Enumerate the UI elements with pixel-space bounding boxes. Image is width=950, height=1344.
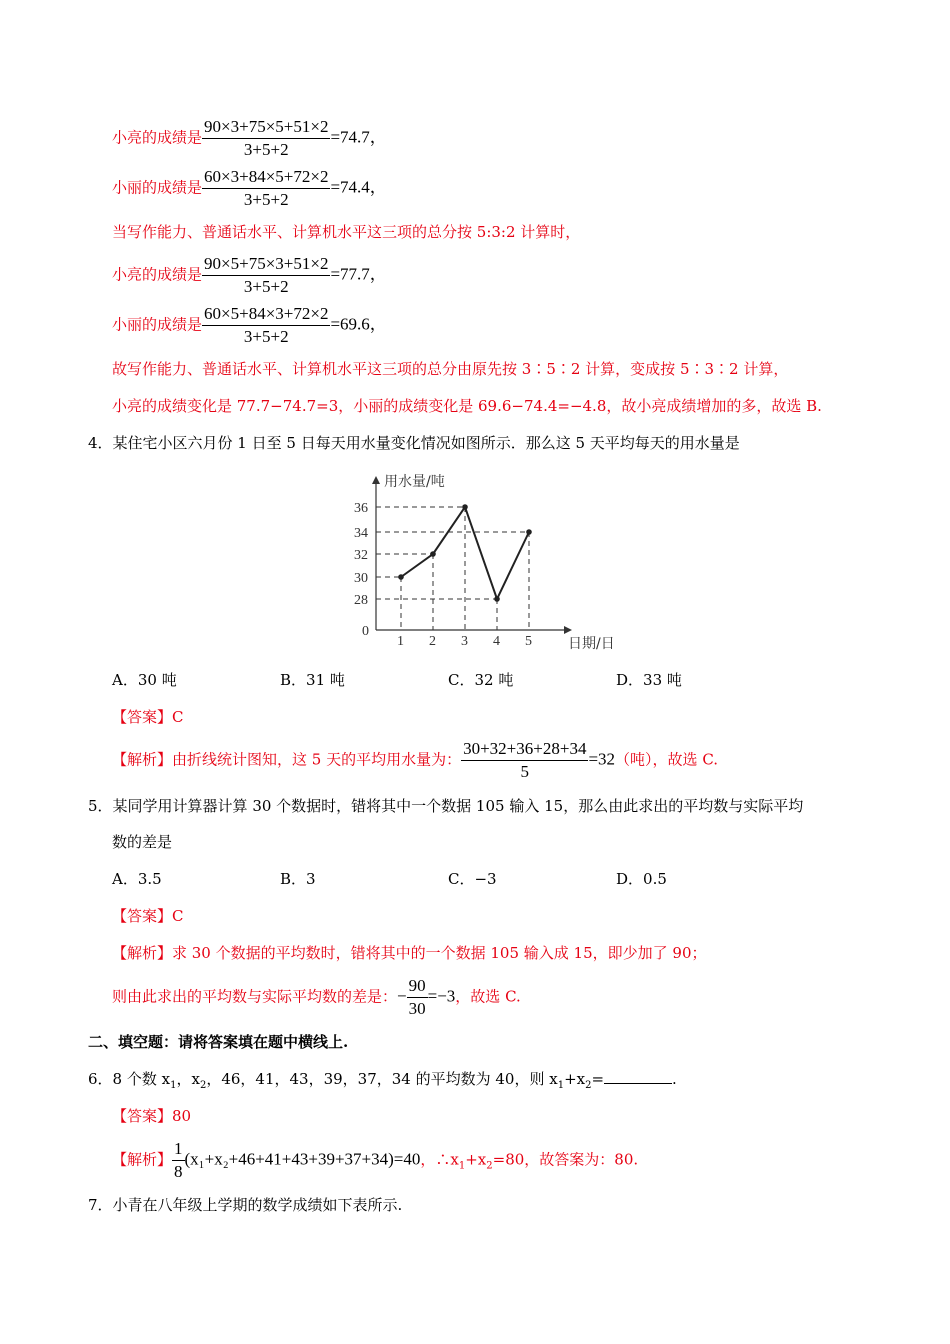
calc-label: 小丽的成绩是 (112, 315, 203, 334)
analysis-result: =32 (588, 749, 616, 769)
y-tick-label: 36 (354, 501, 368, 516)
x-tick-label: 5 (525, 634, 532, 649)
subscript: 2 (486, 1160, 493, 1172)
option-c[interactable]: C．32 吨 (448, 671, 514, 689)
answer-blank[interactable] (604, 1069, 672, 1084)
stem-text: ，x (176, 1070, 200, 1088)
fraction-denominator: 8 (174, 1162, 183, 1181)
y-tick-label: 28 (354, 593, 368, 608)
calc-line-4 (112, 253, 387, 298)
y-tick-label: 34 (354, 526, 368, 541)
data-point (398, 574, 404, 580)
calc-line-5 (112, 303, 387, 348)
y-axis-arrow (372, 476, 380, 484)
y-axis-label: 用水量/吨 (384, 474, 445, 490)
y-tick-label: 0 (362, 624, 369, 639)
calc-result: =77.7， (330, 264, 387, 284)
q5-analysis-line2 (112, 975, 521, 1020)
calc-line-2 (112, 166, 387, 211)
fraction-numerator: 60×3+84×5+72×2 (202, 166, 330, 189)
q5-analysis-line1: 【解析】求 30 个数据的平均数时，错将其中的一个数据 105 输入成 15，即少加了 90； (112, 944, 707, 962)
stem-text: ，46，41，43，39，37，34 的平均数为 40，则 x (206, 1070, 558, 1088)
fraction (407, 975, 428, 1020)
q4-stem: 4．某住宅小区六月份 1 日至 5 日每天用水量变化情况如图所示．那么这 5 天平均每天的用水量是 (88, 434, 740, 452)
data-point (430, 551, 436, 557)
subscript: 2 (585, 1080, 592, 1091)
x-tick-label: 3 (461, 634, 468, 649)
calc-result: =74.7， (330, 127, 387, 147)
option-b[interactable]: B．3 (280, 870, 316, 888)
fraction-denominator: 3+5+2 (243, 190, 289, 209)
calc-result: =74.4， (330, 177, 387, 197)
fraction-denominator: 3+5+2 (243, 140, 289, 159)
fraction-numerator: 90×5+75×3+51×2 (202, 253, 330, 276)
subscript: 2 (199, 1080, 207, 1091)
x-tick-label: 1 (397, 634, 404, 649)
fraction-denominator: 3+5+2 (243, 327, 289, 346)
fraction-denominator: 30 (408, 999, 426, 1018)
fraction-numerator: 60×5+84×3+72×2 (202, 303, 330, 326)
analysis-text: 则由此求出的平均数与实际平均数的差是： (112, 987, 398, 1006)
stem-text: +x (564, 1070, 586, 1088)
option-a[interactable]: A．30 吨 (112, 671, 177, 689)
option-a[interactable]: A．3.5 (112, 870, 162, 888)
x-axis-label: 日期/日 (568, 636, 615, 652)
option-c[interactable]: C．−3 (448, 870, 497, 888)
y-tick-label: 30 (354, 571, 368, 586)
analysis-text: ，∴x (420, 1150, 459, 1169)
analysis-result: =−3 (427, 986, 456, 1006)
stem-text: 6．8 个数 x (88, 1070, 171, 1088)
q5-options (112, 869, 784, 889)
calc-result: =69.6， (330, 314, 387, 334)
fraction (202, 166, 330, 211)
calc-label: 小亮的成绩是 (112, 128, 203, 147)
option-d[interactable]: D．0.5 (616, 870, 667, 888)
fraction (172, 1138, 185, 1183)
analysis-label: 【解析】 (112, 1150, 173, 1169)
x-tick-label: 2 (429, 634, 436, 649)
q6-stem (88, 1069, 677, 1096)
fraction (202, 253, 330, 298)
equation: (x₁+x₂+46+41+43+39+37+34)=40 (184, 1149, 421, 1169)
calc-line-1 (112, 116, 387, 161)
subscript: 1 (458, 1160, 466, 1172)
data-point (494, 596, 500, 602)
analysis-text: +x (465, 1150, 487, 1169)
analysis-suffix: ，故选 C. (455, 987, 521, 1006)
q7-stem: 7．小青在八年级上学期的数学成绩如下表所示. (88, 1196, 403, 1214)
q5-stem-line1: 5．某同学用计算器计算 30 个数据时，错将其中一个数据 105 输入 15，那么由此求出的平均数与实际平均 (88, 797, 804, 815)
minus-sign: − (397, 986, 407, 1006)
calc-label: 小丽的成绩是 (112, 178, 203, 197)
data-point (462, 504, 468, 510)
water-usage-line-chart (340, 462, 640, 662)
fraction-numerator: 30+32+36+28+34 (461, 738, 588, 761)
option-d[interactable]: D．33 吨 (616, 671, 682, 689)
section-heading: 二、填空题：请将答案填在题中横线上. (88, 1033, 349, 1051)
q5-stem-line2: 数的差是 (112, 833, 173, 851)
fraction (202, 303, 330, 348)
calc-line-3: 当写作能力、普通话水平、计算机水平这三项的总分按 5:3:2 计算时， (112, 223, 581, 241)
stem-text: = (591, 1070, 605, 1088)
q4-answer: 【答案】C (112, 708, 184, 726)
data-point (526, 529, 532, 535)
q4-analysis (112, 738, 718, 783)
fraction-numerator: 90×3+75×5+51×2 (202, 116, 330, 139)
subscript: 1 (557, 1080, 565, 1091)
fraction-denominator: 3+5+2 (243, 277, 289, 296)
q5-answer: 【答案】C (112, 907, 184, 925)
fraction (202, 116, 330, 161)
subscript: 1 (170, 1080, 177, 1091)
stem-text: . (672, 1070, 677, 1088)
fraction-denominator: 5 (520, 762, 530, 781)
fraction-numerator: 90 (407, 975, 428, 998)
x-tick-label: 4 (493, 634, 500, 649)
x-axis-arrow (564, 626, 572, 634)
fraction (461, 738, 588, 783)
analysis-text: 【解析】由折线统计图知，这 5 天的平均用水量为： (112, 750, 462, 769)
calc-label: 小亮的成绩是 (112, 265, 203, 284)
calc-line-6: 故写作能力、普通话水平、计算机水平这三项的总分由原先按 3∶5∶2 计算，变成按 5∶3∶2 计算， (112, 360, 789, 378)
analysis-suffix: （吨），故选 C. (615, 750, 719, 769)
q6-answer: 【答案】80 (112, 1107, 192, 1125)
option-b[interactable]: B．31 吨 (280, 671, 345, 689)
q6-analysis (112, 1138, 638, 1183)
analysis-text: =80，故答案为：80. (492, 1150, 639, 1169)
q4-options (112, 670, 784, 690)
calc-line-7: 小亮的成绩变化是 77.7−74.7=3，小丽的成绩变化是 69.6−74.4=−4.8，故小亮成绩增加的多，故选 B. (112, 397, 822, 415)
fraction-numerator: 1 (172, 1138, 185, 1161)
y-tick-label: 32 (354, 548, 368, 563)
